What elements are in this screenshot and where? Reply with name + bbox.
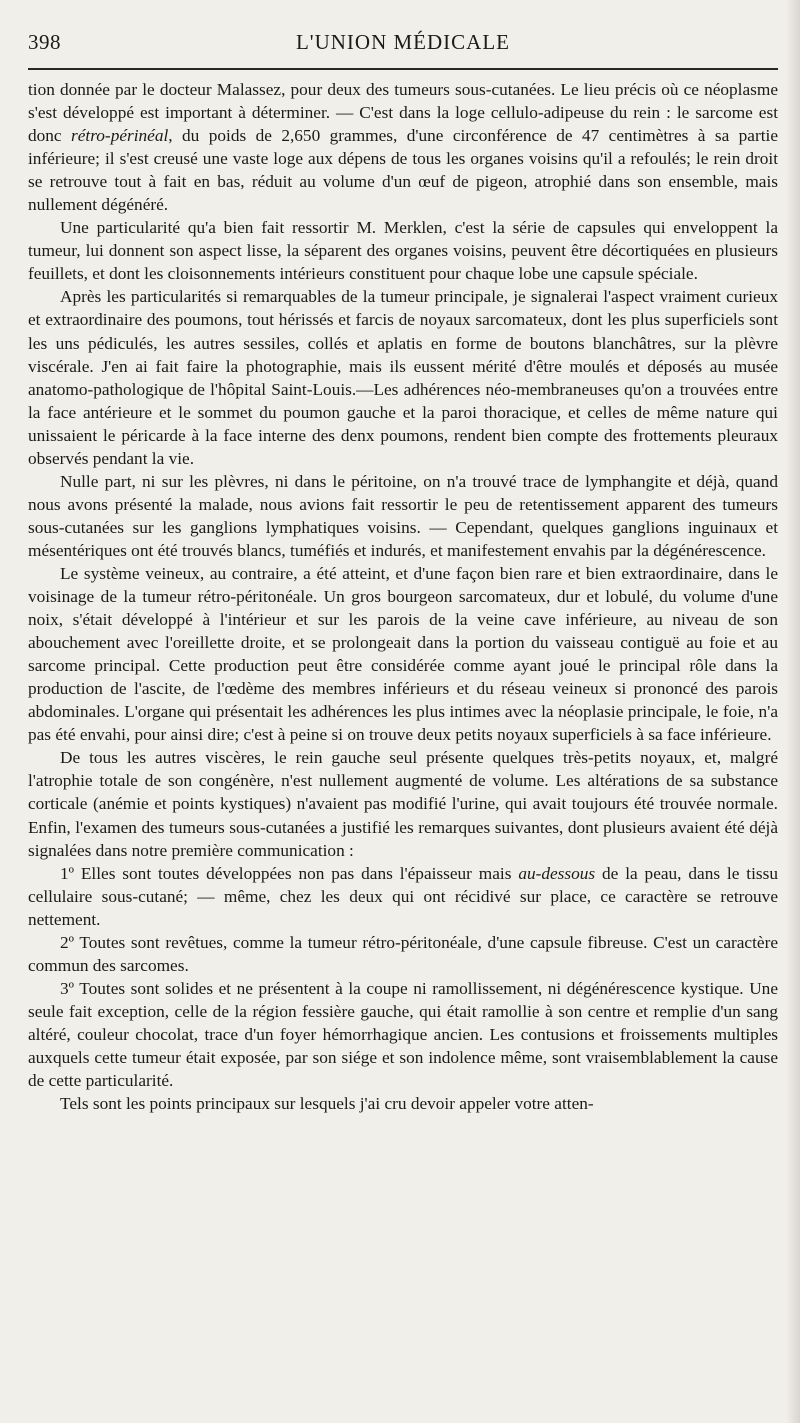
paragraph-text: Tels sont les points principaux sur lesquels j'ai cru devoir appeler votre atten- — [60, 1094, 594, 1114]
paragraph — [28, 78, 778, 216]
paragraph-text: Après les particularités si remarquables de la tumeur principale, je signalerai l'aspect vraiment curieux et extraordinaire des poumons, tout hérissés et farcis de noyaux sarcomateux, dont les plus superficiels sont les uns pédiculés, les autres sessiles, collés et aplatis en forme de boutons blanchâtres, sur la plèvre viscérale. J'en ai fait faire la photographie, mais ils eussent mérité d'être moulés et déposés au musée anatomo-pathologique de l'hôpital Saint-Louis.—Les adhérences néo-membraneuses qu'on a trouvées entre la face antérieure et le sommet du poumon gauche et la paroi thoracique, et celles de même nature qui unissaient le péricarde à la face interne des denx poumons, rendent bien compte des frottements pleuraux observés pendant la vie. — [28, 287, 778, 468]
paragraph — [28, 470, 778, 562]
page-header — [28, 24, 778, 64]
paragraph — [28, 862, 778, 931]
paragraph — [28, 285, 778, 469]
paragraph-text: Le système veineux, au contraire, a été atteint, et d'une façon bien rare et bien extraordinaire, dans le voisinage de la tumeur rétro-péritonéale. Un gros bourgeon sarcomateux, dur et lobulé, du volume d'une noix, s'était développé à l'intérieur et sur les parois de la veine cave inférieure, au niveau de son abouchement avec l'oreillette droite, et se prolongeait dans la portion du vaisseau contiguë au foie et au sarcome principal. Cette production peut être considérée comme ayant joué le principal rôle dans la production de l'ascite, de l'œdème des membres inférieurs et du réseau veineux si prononcé des parois abdominales. L'organe qui présentait les adhérences les plus intimes avec la néoplasie principale, le foie, n'a pas été envahi, pour ainsi dire; c'est à peine si on trouve deux petits noyaux superficiels à sa face inférieure. — [28, 563, 778, 745]
paragraph — [28, 931, 778, 977]
paragraph — [28, 977, 778, 1092]
paragraph-text: , du poids de 2,650 grammes, d'une circonférence de 47 centimètres à sa partie inférieure; il s'est creusé une vaste loge aux dépens de tous les organes voisins qu'il a refoulés; le rein droit se retrouve tout à fait en bas, réduit au volume d'un œuf de pigeon, atrophié dans son ensemble, mais nullement dégénéré. — [28, 126, 778, 215]
paragraph-text: 2º Toutes sont revêtues, comme la tumeur rétro-péritonéale, d'une capsule fibreuse. C'est un caractère commun des sarcomes. — [28, 932, 778, 975]
paragraph-text: Une particularité qu'a bien fait ressortir M. Merklen, c'est la série de capsules qui enveloppent la tumeur, lui donnent son aspect lisse, la séparent des organes voisins, peuvent être décortiquées en plusieurs feuillets, et dont les cloisonnements intérieurs constituent pour chaque lobe une capsule spéciale. — [28, 218, 778, 284]
article-body — [28, 78, 778, 1115]
paragraph — [28, 216, 778, 285]
italic-text: au-dessous — [518, 863, 596, 883]
paragraph — [28, 746, 778, 861]
paragraph-text: 1º Elles sont toutes développées non pas dans l'épaisseur mais — [60, 863, 519, 883]
paragraph — [28, 562, 778, 746]
paragraph-text: 3º Toutes sont solides et ne présentent à la coupe ni ramollissement, ni dégénérescence kystique. Une seule fait exception, celle de la région fessière gauche, qui était ramollie à son centre et remplie d'un sang altéré, couleur chocolat, trace d'un foyer hémorrhagique ancien. Les contusions et froissements multiples auxquels cette tumeur était exposée, par son siége et son indolence même, sont vraisemblablement la cause de cette particularité. — [28, 978, 778, 1091]
page-number: 398 — [28, 30, 61, 54]
paragraph-text: de la peau, dans le tissu cellulaire sous-cutané; — même, chez les deux qui ont récidivé sur place, ce caractère se retrouve nettement. — [28, 863, 778, 929]
paragraph — [28, 1092, 778, 1115]
running-title: L'UNION MÉDICALE — [295, 30, 510, 54]
paragraph-text: tion donnée par le docteur Malassez, pour deux des tumeurs sous-cutanées. Le lieu précis où ce néoplasme s'est développé est important à déterminer. — C'est dans la loge cellulo-adipeuse du rein : le sarcome est donc — [28, 80, 778, 146]
paragraph-text: Nulle part, ni sur les plèvres, ni dans le péritoine, on n'a trouvé trace de lymphangite et déjà, quand nous avons présenté la malade, nous avions fait ressortir le peu de retentissement apparent des tumeurs sous-cutanées sur les ganglions lymphatiques voisins. — Cependant, quelques ganglions inguinaux et mésentériques ont été trouvés blancs, tuméfiés et indurés, et manifestement envahis par la dégénérescence. — [28, 471, 778, 560]
italic-text: rétro-périnéal — [71, 126, 169, 146]
page-edge-shadow — [786, 0, 800, 1423]
paragraph-text: De tous les autres viscères, le rein gauche seul présente quelques très-petits noyaux, et, malgré l'atrophie totale de son congénère, n'est nullement augmenté de volume. Les altérations de sa substance corticale (anémie et points kystiques) n'avaient pas modifié l'urine, qui avait toujours été trouvée normale. Enfin, l'examen des tumeurs sous-cutanées a justifié les remarques suivantes, dont plusieurs avaient été déjà signalées dans notre première communication : — [28, 748, 778, 860]
header-rule — [28, 68, 778, 70]
